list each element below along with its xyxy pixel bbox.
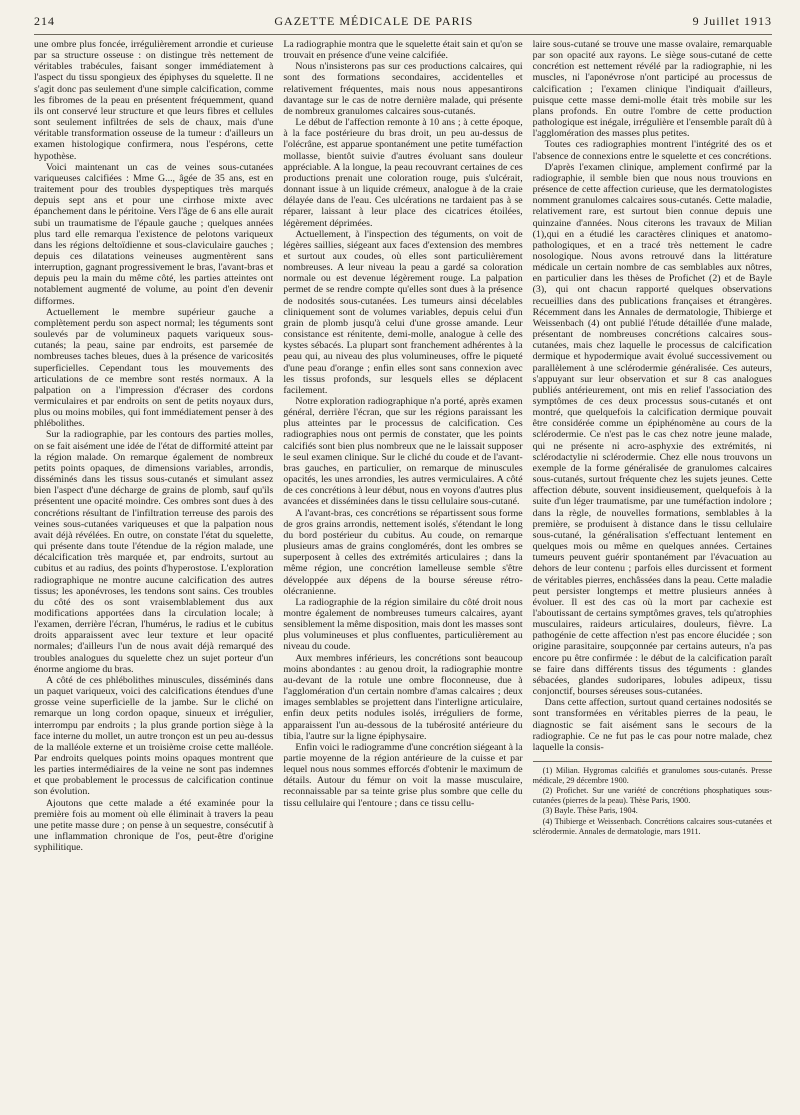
paragraph: Toutes ces radiographies montrent l'intégrité des os et l'absence de connexions entre le squelette et ces concrétions. [532,139,772,162]
paragraph: A côté de ces phlébolithes minuscules, disséminés dans un paquet variqueux, voici des calcifications étendues d'une grosse veine superficielle de la jambe. Sur le cliché on remarque un long cordon opaque, sinueux et irrégulier, interrompu par endroits ; la plus grande portion siège à la face interne du mollet, un autre tronçon est un peu au-dessus de la malléole externe et un troisième croise cette malléole. Par endroits quelques points moins opaques montrent que les parties intermédiaires de la veine ne sont pas indemnes et que probablement le processus de calcification continue son évolution. [34,674,274,798]
column-right [533,39,772,1115]
journal-title: GAZETTE MÉDICALE DE PARIS [274,14,474,28]
column-left [34,39,273,1115]
paragraph: laire sous-cutané se trouve une masse ovalaire, remarquable par son opacité aux rayons. Le siège sous-cutané de cette concrétion est nettement révélé par la radiographie, ni les muscles, ni l'aponévrose n'ont participé au processus de calcification ; l'examen clinique l'indiquait d'ailleurs, puisque cette masse demi-molle était très mobile sur les plans profonds. En outre l'ombre de cette production pathologique est inégale, irrégulière et l'ensemble paraît dû à l'agglomération des masses plus petites. [532,39,772,140]
paragraph: D'après l'examen clinique, amplement confirmé par la radiographie, il semble bien que nous nous trouvions en présence de cette affection curieuse, que les dermatologistes nomment granulomes calcaires sous-cutanés. Cette maladie, relativement rare, est surtout bien connue depuis une quinzaine d'années. Nous citerons les travaux de Milian (1),qui en a étudié les caractères cliniques et anatomo-pathologiques, et en a tracé très nettement le cadre nosologique. Nous avons retrouvé dans la littérature médicale un certain nombre de cas semblables aux nôtres, en particulier dans les thèses de Profichet (2) et de Bayle (3), qui ont chacun rapporté quelques observations recueillies dans des publications françaises et étrangères. Récemment dans les Annales de dermatologie, Thibierge et Weissenbach (4) ont publié l'étude détaillée d'une malade, présentant de nombreuses concrétions calcaires sous-cutanées, mais chez laquelle le processus de calcification dermique et hypodermique avait évolué successivement ou parallèlement à une sclérodermie généralisée. Ces auteurs, s'appuyant sur leur observation et sur 8 cas analogues publiés antérieurement, ont mis en relief l'association des symptômes de ces deux processus sous-cutanés et ont montré, que quelquefois la calcification dermique pouvait être considérée comme un épiphénomène au cours de la sclérodermie. Ce n'est pas le cas chez notre jeune malade, qui ne présente ni acro-asphyxie des extrémités, ni sclérodactylie ni sclérodermie. Chez elle nous trouvons un exemple de la forme généralisée de granulomes calcaires sous-cutanés, surtout fréquente chez les sujets jeunes. Cette affection débute, souvent insidieusement, quelquefois à la suite d'un léger traumatisme, par une tuméfaction indolore ; dans la règle, de nouvelles formations, semblables à la première, se produisent à distance dans le tissu cellulaire sous-cutané, la généralisation s'effectuant lentement en quelques mois ou même en quelques années. Certaines tumeurs peuvent guérir spontanément par l'évacuation au dehors de leur contenu ; parfois elles durcissent et forment de véritables pierres, enchâssées dans la peau. Cette maladie peut persister longtemps et mettre plusieurs années à évoluer. Il est des cas où la mort par cachexie est l'aboutissant de certains symptômes graves, tels qu'atrophies musculaires, raideurs articulaires, douleurs, fièvre. La pathogénie de cette affection n'est pas encore élucidée ; son origine parasitaire, soupçonnée par certains auteurs, n'a pas encore pu être confirmée : le début de la calcification paraît se faire dans différents tissus des téguments : glandes sébacées, glandes sudoripares, lobules adipeux, tissu conjonctif, bourses séreuses sous-cutanées. [532,161,772,698]
footnote: (1) Milian. Hygromas calcifiés et granulomes sous-cutanés. Presse médicale, 29 décembre 1900. [532,766,772,785]
footnote: (3) Bayle. Thèse Paris, 1904. [542,806,638,816]
footnotes [533,761,772,836]
paragraph: Sur la radiographie, par les contours des parties molles, on se fait aisément une idée de l'état de difformité atteint par la région malade. On remarque également de nombreux petits points opaques, de dimensions variables, arrondis, disséminés dans les tissus sous-cutanés et simulant assez bien l'aspect d'une décharge de grains de plomb, sauf qu'ils présentent une opacité moindre. Ces ombres sont dues à des concrétions résultant de l'infiltration terreuse des parois des veines sous-cutanées variqueuses et que la palpation nous avait déjà révélées. En outre, on constate l'état du squelette, qui présente dans toute l'étendue de la région malade, une décalcification très marquée et, par endroits, surtout au cubitus et au radius, des points d'hyperostose. L'exploration radiographique ne montre aucune calcification des autres tissus; les aponévroses, les tendons sont sains. Ces troubles du côté des os sont vraisemblablement dus aux modifications apportées dans la circulation locale; à l'examen, derrière l'écran, l'humérus, le radius et le cubitus droits apparaissent avec leur texture et leur opacité normales; d'ailleurs l'un de nous avait déjà remarqué des troubles analogues du squelette chez un sujet porteur d'un énorme angiome du bras. [34,429,274,675]
paragraph: Le début de l'affection remonte à 10 ans ; à cette époque, à la face postérieure du bras droit, un peu au-dessus de l'olécrâne, est apparue spontanément une petite tuméfaction mollasse, bientôt suivie d'autres évoluant sans douleur appréciable. A la longue, la peau recouvrant certaines de ces productions prenait une coloration rouge, puis s'ulcérait, donnant issue à un liquide crémeux, analogue à de la craie délayée dans de l'eau. Ces ulcérations ne tardaient pas à se réparer, laissant à leur place des cicatrices étoilées, légèrement déprimées. [283,117,523,229]
paragraph: une ombre plus foncée, irrégulièrement arrondie et curieuse par sa structure osseuse : on distingue très nettement de véritables trabécules, faisant songer immédiatement à l'aspect du tissu spongieux des épiphyses du squelette. Il ne s'agit donc pas seulement d'une simple calcification, comme les fibromes de la peau en présentent fréquemment, quand ils ont conservé leur structure et que leurs fibres et cellules sont seulement infiltrées de sels de chaux, mais d'une véritable transformation osseuse de la tumeur : d'ailleurs un examen histologique confirmera, nous l'espérons, cette hypothèse. [34,39,274,162]
paragraph: Nous n'insisterons pas sur ces productions calcaires, qui sont des formations secondaires, accidentelles et relativement fréquentes, mais nous nous appesantirons davantage sur le cas de notre dernière malade, qui présente de nombreux granulomes calcaires sous-cutanés. [283,61,523,117]
paragraph: Dans cette affection, surtout quand certaines nodosités se sont transformées en véritables pierres de la peau, le diagnostic se fait aisément sans le secours de la radiographie. Ce ne fut pas le cas pour notre malade, chez laquelle la consis- [532,697,772,753]
paragraph: La radiographie de la région similaire du côté droit nous montre également de nombreuses tumeurs calcaires, ayant sensiblement la même disposition, mais dont les masses sont plus volumineuses et plus confluentes, particulièrement au niveau du coude. [283,596,523,653]
footnote: (4) Thibierge et Weissenbach. Concrétions calcaires sous-cutanées et sclérodermie. Annales de dermatologie, mars 1911. [532,816,772,836]
paragraph: Actuellement, à l'inspection des téguments, on voit de légères saillies, siégeant aux faces d'extension des membres et surtout aux coudes, où elles sont particulièrement nombreuses. A leur niveau la peau a gardé sa coloration normale ou est devenue légèrement rouge. La palpation permet de se rendre compte qu'elles sont dues à la présence de nodosités sous-cutanées. Les tumeurs ainsi décelables cliniquement sont de volumes variables, depuis celui d'un grain de plomb jusqu'à celui d'une grosse amande. Leur consistance est rénitente, demi-molle, analogue à celle des kystes sébacés. La plupart sont franchement adhérentes à la peau qui, au niveau des plus volumineuses, offre le piqueté d'une peau d'orange ; enfin elles sont sans connexion avec les tissus profonds, sur lesquels elles se déplacent facilement. [283,228,523,396]
paragraph: La radiographie montra que le squelette était sain et qu'on se trouvait en présence d'une veine calcifiée. [283,39,523,62]
issue-date: 9 Juillet 1913 [692,14,772,28]
paragraph: A l'avant-bras, ces concrétions se répartissent sous forme de gros grains arrondis, nettement isolés, s'étendant le long du bord postérieur du cubitus. Au coude, on remarque plusieurs amas de grains conglomérés, dont les ombres se superposent à celles des extrémités articulaires ; dans la même région, une concrétion lamelleuse semble s'être développée aux dépens de la bourse séreuse rétro-olécranienne. [283,507,523,597]
paragraph: Notre exploration radiographique n'a porté, après examen général, derrière l'écran, que sur les régions paraissant les plus atteintes par le processus de calcification. Ces radiographies nous ont permis de constater, que les points calcifiés sont bien plus nombreux que ne le laissait supposer le seul examen clinique. Sur le cliché du coude et de l'avant-bras gauches, en particulier, on remarque de minuscules opacités, les unes arrondies, les autres vermiculaires. A côté de ces concrétions à leur début, nous en voyons d'autres plus avancées et disséminées dans le tissu cellulaire sous-cutané. [283,396,523,508]
running-head [34,14,772,35]
paragraph: Actuellement le membre supérieur gauche a complètement perdu son aspect normal; les téguments sont soulevés par de volumineux paquets variqueux sous-cutanés; la peau, saine par endroits, est parsemée de nombreuses taches bleues, dues à la présence de varicosités superficielles. Cependant tous les mouvements des articulations de ce membre sont restés normaux. A la palpation on a l'impression d'écraser des cordons vermiculaires et par endroits on sent de petits noyaux durs, plus ou moins mobiles, qui font immédiatement penser à des phlébolithes. [34,306,274,430]
paragraph: Voici maintenant un cas de veines sous-cutanées variqueuses calcifiées : Mme G..., âgée de 35 ans, est en traitement pour des troubles dyspeptiques très marqués depuis sept ans et pour une cirrhose mixte avec épanchement dans le péritoine. Vers l'âge de 6 ans elle aurait subi un traumatisme de l'épaule gauche ; quelques années plus tard elle remarqua l'existence de pelotons variqueux dans les régions deltoïdienne et sous-claviculaire gauches ; depuis ces dilatations veineuses augmentèrent sans interruption, gagnant progressivement le bras, l'avant-bras et depuis peu la main du même côté, les parties atteintes ont notablement augmenté de volume, au point d'en devenir difformes. [34,161,274,307]
paragraph: Ajoutons que cette malade a été examinée pour la première fois au moment où elle éliminait à travers la peau une petite masse dure ; on pense à un sequestre, consécutif à une inflammation chronique de l'os, peut-être d'origine syphilitique. [34,797,274,854]
page-number: 214 [34,14,55,28]
text-columns [34,39,772,1115]
paragraph: Enfin voici le radiogramme d'une concrétion siégeant à la partie moyenne de la région antérieure de la cuisse et par lequel nous nous sommes efforcés d'obtenir le maximum de détails. Autour du fémur on voit la masse musculaire, reconnaissable par sa teinte grise plus sombre que celle du tissu cellulaire qui l'entoure ; dans ce tissu cellu- [283,741,523,809]
footnote: (2) Profichet. Sur une variété de concrétions phosphatiques sous-cutanées (pierres de la peau). Thèse Paris, 1900. [532,786,772,805]
paragraph: Aux membres inférieurs, les concrétions sont beaucoup moins abondantes : au genou droit, la radiographie montre au-devant de la rotule une ombre floconneuse, due à l'agglomération d'un certain nombre d'amas calcaires ; deux images semblables se projettent dans l'interligne articulaire, enfin deux petits nodules isolés, irréguliers de forme, apparaissent l'un au-dessous de la tubérosité antérieure du tibia, l'autre sur la ligne épiphysaire. [283,652,523,742]
column-middle [283,39,522,1115]
